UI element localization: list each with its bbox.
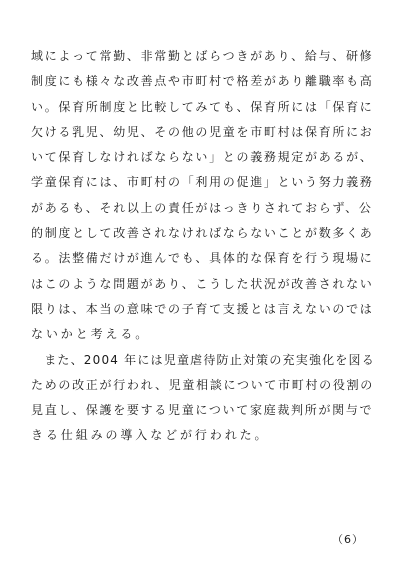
paragraph-2: [31, 348, 375, 449]
text-line: 見直し、保護を要する児童について家庭裁判所が関与で: [31, 403, 374, 418]
text-line: いて保育しなければならない」との義務規定があるが、: [31, 150, 374, 165]
text-line: きる仕組みの導入などが行われた。: [31, 428, 270, 443]
text-line: 域によって常勤、非常勤とばらつきがあり、給与、研修: [31, 49, 374, 63]
page-number: （6）: [332, 533, 364, 546]
body-text: [31, 44, 375, 449]
text-line: 学童保育には、市町村の「利用の促進」という努力義務: [31, 175, 374, 190]
paragraph-1: [31, 44, 374, 348]
text-line: い。保育所制度と比較してみても、保育所には「保育に: [31, 99, 374, 114]
text-line: 的制度として改善されなければならないことが数多くあ: [31, 226, 374, 241]
text-line: る。法整備だけが進んでも、具体的な保育を行う現場に: [31, 251, 374, 266]
text-line: 限りは、本当の意味での子育て支援とは言えないのでは: [31, 301, 374, 316]
text-line: があるも、それ以上の責任がはっきりされておらず、公: [31, 200, 373, 215]
text-line: ための改正が行われ、児童相談について市町村の役割の: [31, 377, 374, 392]
text-line: 制度にも様々な改善点や市町村で格差があり離職率も高: [31, 74, 374, 89]
text-line: また、2004 年には児童虐待防止対策の充実強化を図る: [31, 352, 375, 367]
text-line: 欠ける乳児、幼児、その他の児童を市町村は保育所にお: [31, 124, 374, 139]
text-line: ないかと考える。: [31, 327, 151, 342]
text-line: はこのような問題があり、こうした状況が改善されない: [31, 276, 374, 291]
